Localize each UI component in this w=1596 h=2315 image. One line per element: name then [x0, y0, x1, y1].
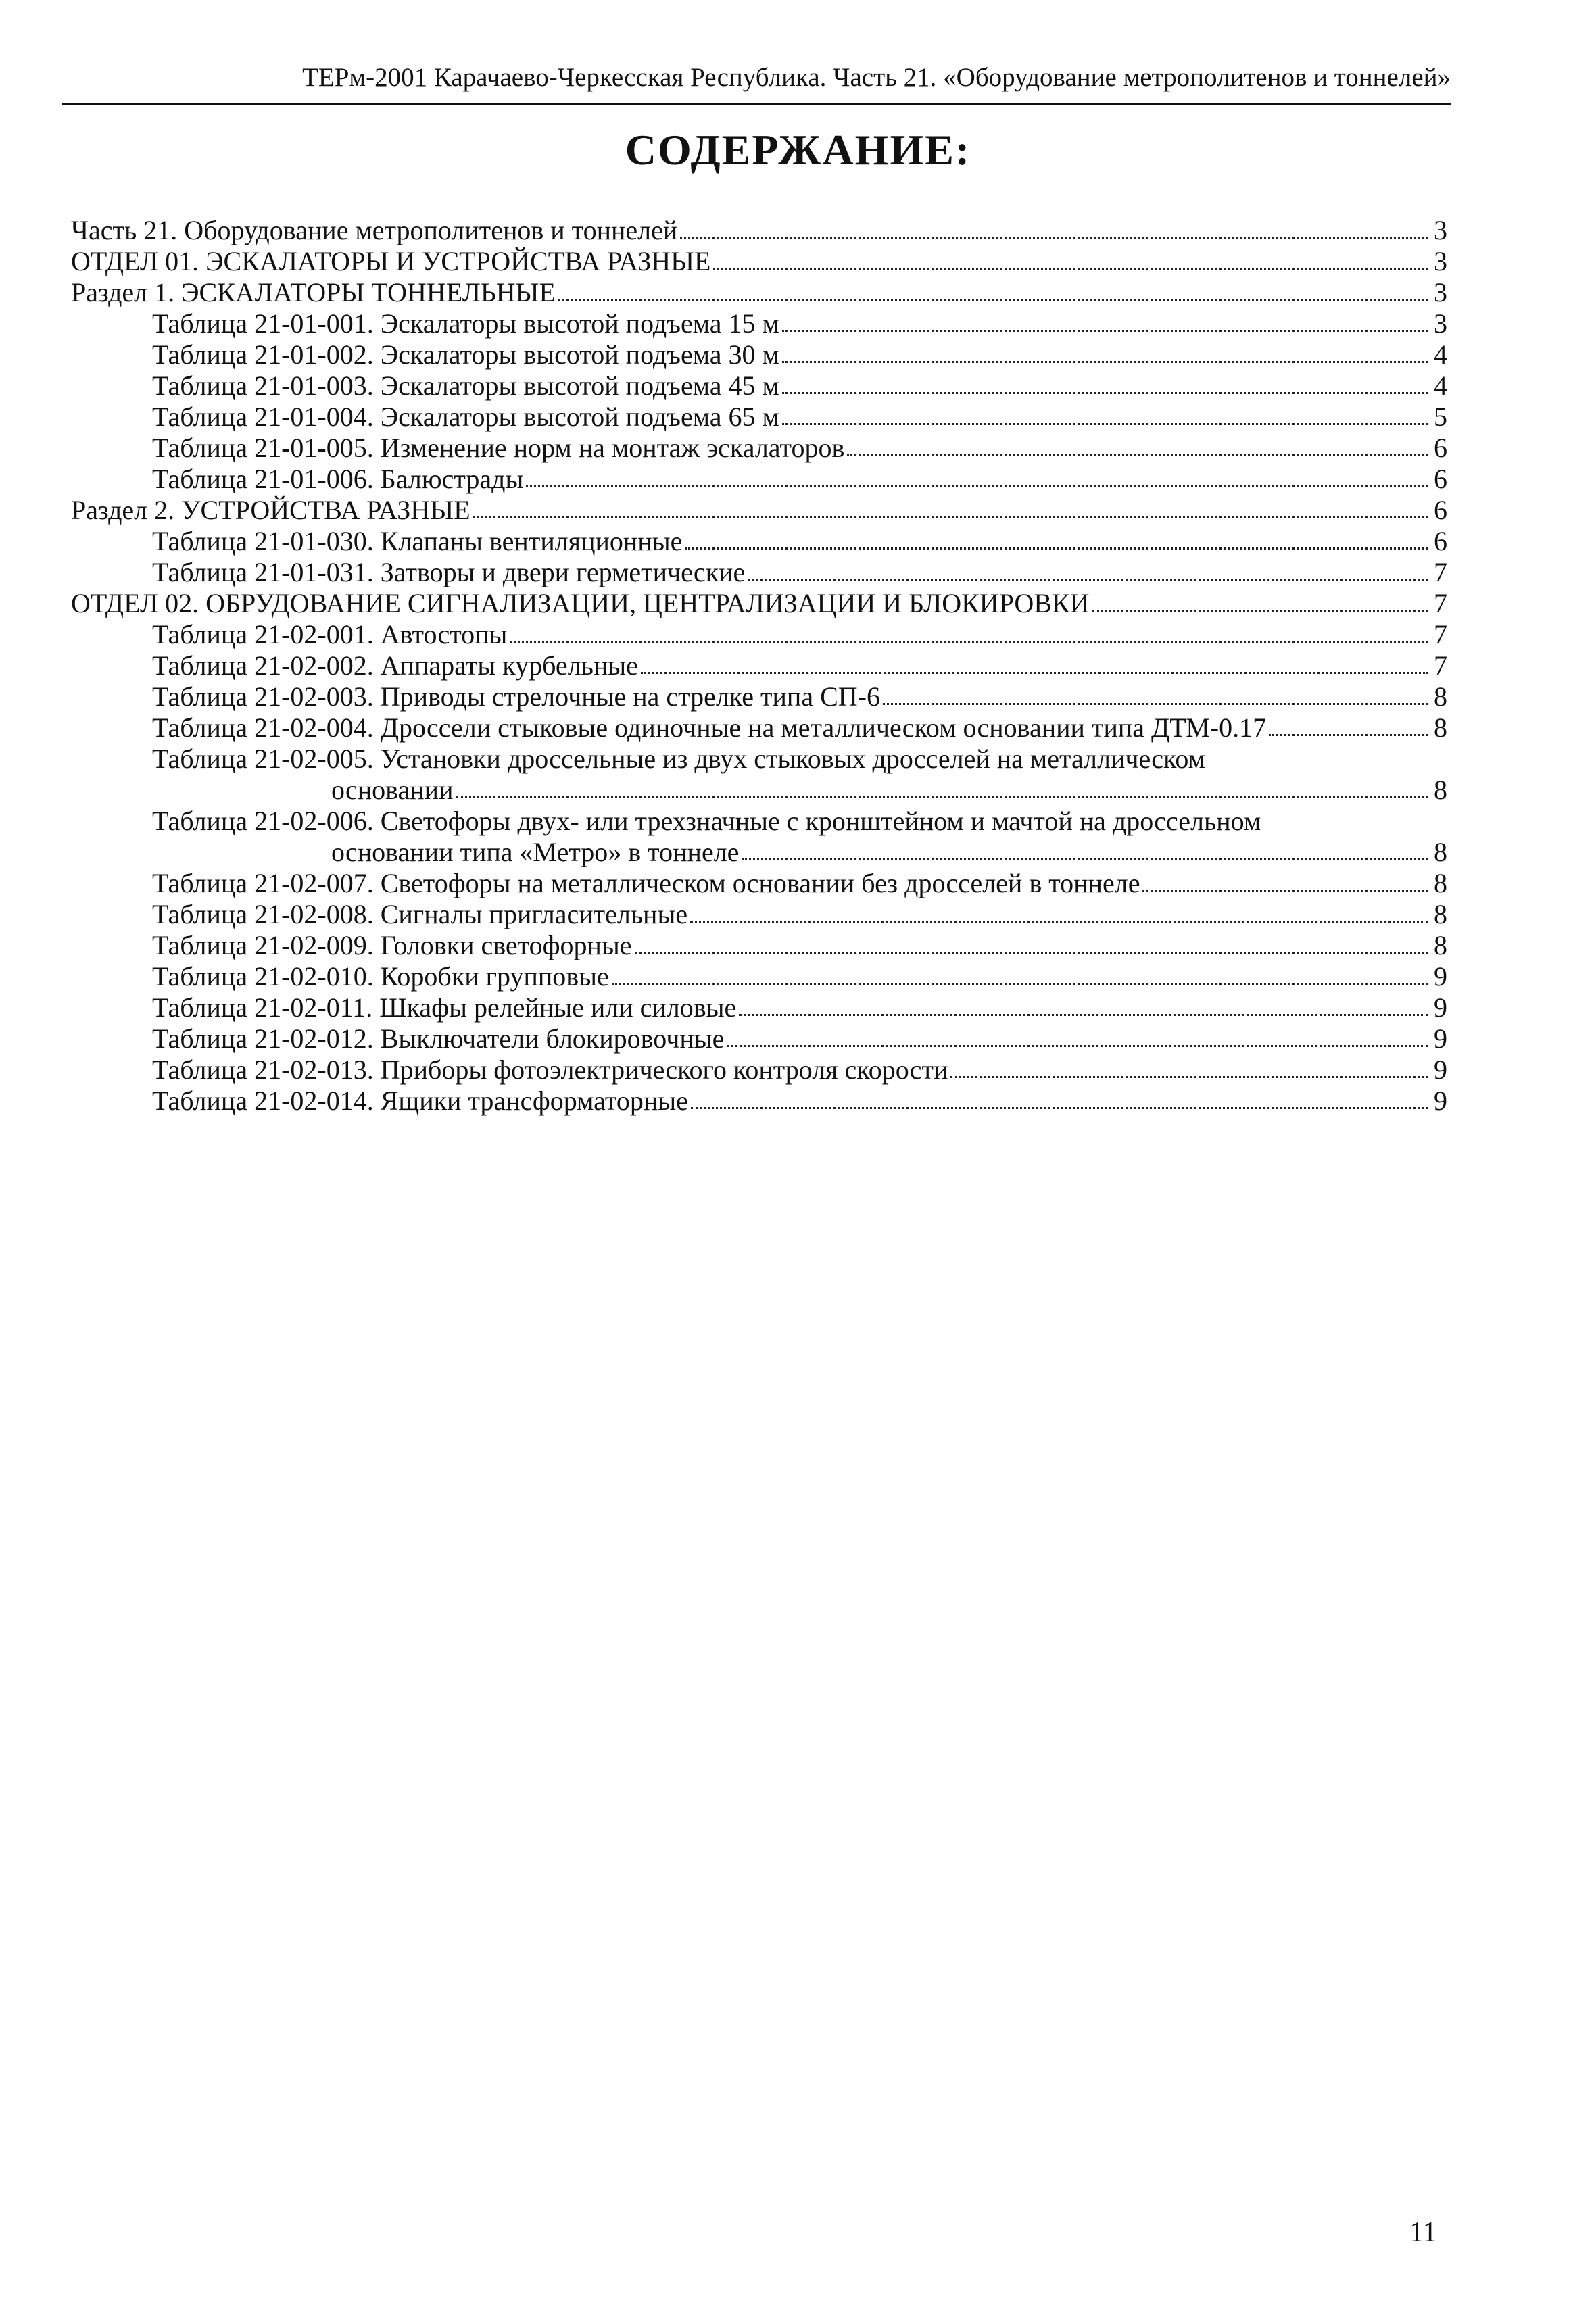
- toc-entry-table[interactable]: [71, 433, 1447, 464]
- toc-entry-page: 3: [1434, 308, 1447, 339]
- toc-dot-leader: [950, 1054, 1428, 1086]
- toc-dot-leader: [526, 464, 1428, 495]
- toc-entry-page: 8: [1434, 681, 1447, 712]
- toc-entry-label: Таблица 21-02-009. Головки светофорные: [152, 930, 632, 960]
- toc-entry-label: Таблица 21-02-004. Дроссели стыковые одиночные на металлическом основании типа ДТМ-0.17: [152, 712, 1267, 743]
- toc-entry-label: Таблица 21-02-014. Ящики трансформаторные: [152, 1086, 688, 1116]
- toc-entry-page: 6: [1434, 433, 1447, 463]
- toc-entry-page: 9: [1434, 1023, 1447, 1054]
- toc-dot-leader: [1142, 868, 1428, 899]
- toc-entry-page: 7: [1434, 588, 1447, 618]
- page-number: 11: [1409, 2217, 1437, 2248]
- toc-dot-leader: [782, 370, 1428, 401]
- toc-dot-leader: [685, 526, 1428, 557]
- toc-entry-page: 8: [1434, 899, 1447, 929]
- toc-entry-label: Таблица 21-01-004. Эскалаторы высотой подъема 65 м: [152, 401, 779, 432]
- toc-entry-label-continued: основании: [331, 775, 454, 805]
- toc-entry-page: 8: [1434, 837, 1447, 867]
- toc-dot-leader: [635, 930, 1428, 961]
- toc-dot-leader: [473, 495, 1428, 526]
- toc-entry-label: Таблица 21-02-006. Светофоры двух- или трехзначные с кронштейном и мачтой на дроссельном: [152, 806, 1261, 836]
- toc-entry-section[interactable]: [71, 277, 1447, 308]
- toc-entry-label-continued: основании типа «Метро» в тоннеле: [331, 837, 740, 867]
- toc-dot-leader: [612, 961, 1428, 992]
- toc-entry-page: 3: [1434, 246, 1447, 276]
- toc-entry-page: 3: [1434, 215, 1447, 245]
- toc-entry-label: Таблица 21-01-005. Изменение норм на монтаж эскалаторов: [152, 433, 845, 463]
- toc-entry-section[interactable]: [71, 495, 1447, 526]
- toc-entry-label: Таблица 21-01-003. Эскалаторы высотой подъема 45 м: [152, 370, 779, 401]
- toc-entry-label: Таблица 21-02-001. Автостопы: [152, 619, 508, 650]
- toc-dot-leader: [727, 1023, 1428, 1054]
- toc-dot-leader: [680, 215, 1428, 246]
- toc-entry-page: 8: [1434, 775, 1447, 805]
- toc-entry-table[interactable]: [71, 961, 1447, 992]
- toc-dot-leader: [847, 433, 1428, 464]
- toc-entry-page: 8: [1434, 868, 1447, 898]
- toc-entry-table-multiline[interactable]: [71, 806, 1447, 868]
- toc-entry-label: ОТДЕЛ 02. ОБРУДОВАНИЕ СИГНАЛИЗАЦИИ, ЦЕНТРАЛИЗАЦИИ И БЛОКИРОВКИ: [71, 588, 1090, 618]
- toc-entry-table[interactable]: [71, 930, 1447, 961]
- toc-entry-table[interactable]: [71, 681, 1447, 712]
- toc-entry-table[interactable]: [71, 650, 1447, 681]
- toc-entry-page: 7: [1434, 557, 1447, 587]
- toc-dot-leader: [1269, 712, 1428, 744]
- toc-entry-department[interactable]: [71, 246, 1447, 277]
- toc-entry-table[interactable]: [71, 370, 1447, 401]
- toc-entry-table[interactable]: [71, 339, 1447, 370]
- toc-dot-leader: [456, 775, 1429, 806]
- toc-dot-leader: [1092, 588, 1428, 619]
- toc-entry-label: Таблица 21-02-010. Коробки групповые: [152, 961, 609, 992]
- toc-dot-leader: [883, 681, 1428, 712]
- toc-dot-leader: [510, 619, 1428, 650]
- toc-entry-label: Раздел 1. ЭСКАЛАТОРЫ ТОННЕЛЬНЫЕ: [71, 277, 556, 308]
- toc-entry-label: Таблица 21-02-005. Установки дроссельные из двух стыковых дросселей на металлическом: [152, 744, 1205, 774]
- toc-entry-label: Таблица 21-02-013. Приборы фотоэлектрического контроля скорости: [152, 1054, 948, 1085]
- running-title: ТЕРм-2001 Карачаево-Черкесская Республика. Часть 21. «Оборудование метрополитенов и тоннелей»: [302, 63, 1451, 92]
- toc-entry-label: ОТДЕЛ 01. ЭСКАЛАТОРЫ И УСТРОЙСТВА РАЗНЫЕ: [71, 246, 711, 276]
- toc-dot-leader: [782, 401, 1428, 433]
- toc-entry-page: 6: [1434, 495, 1447, 525]
- toc-dot-leader: [641, 650, 1428, 681]
- toc-entry-page: 7: [1434, 650, 1447, 681]
- toc-entry-label: Таблица 21-02-011. Шкафы релейные или силовые: [152, 992, 737, 1023]
- toc-entry-table[interactable]: [71, 526, 1447, 557]
- running-header: [62, 62, 1451, 105]
- toc-dot-leader: [713, 246, 1428, 277]
- toc-entry-part[interactable]: [71, 215, 1447, 246]
- toc-entry-label: Часть 21. Оборудование метрополитенов и тоннелей: [71, 215, 678, 245]
- toc-entry-page: 7: [1434, 619, 1447, 650]
- toc-entry-table[interactable]: [71, 868, 1447, 899]
- toc-entry-label: Таблица 21-02-008. Сигналы пригласительные: [152, 899, 688, 929]
- toc-entry-table[interactable]: [71, 557, 1447, 588]
- toc-entry-label: Таблица 21-01-002. Эскалаторы высотой подъема 30 м: [152, 339, 779, 370]
- toc-entry-table[interactable]: [71, 992, 1447, 1023]
- toc-entry-page: 8: [1434, 712, 1447, 743]
- toc-entry-page: 4: [1434, 339, 1447, 370]
- toc-dot-leader: [742, 837, 1428, 868]
- toc-entry-page: 9: [1434, 1054, 1447, 1085]
- toc-dot-leader: [782, 339, 1428, 370]
- toc-entry-table[interactable]: [71, 1023, 1447, 1054]
- toc-dot-leader: [782, 308, 1428, 339]
- toc-entry-page: 3: [1434, 277, 1447, 308]
- toc-entry-label: Таблица 21-01-031. Затворы и двери герметические: [152, 557, 746, 587]
- toc-entry-page: 5: [1434, 401, 1447, 432]
- toc-entry-table-multiline[interactable]: [71, 744, 1447, 806]
- toc-dot-leader: [690, 899, 1428, 930]
- toc-entry-label: Раздел 2. УСТРОЙСТВА РАЗНЫЕ: [71, 495, 470, 525]
- toc-dot-leader: [748, 557, 1428, 588]
- toc-entry-table[interactable]: [71, 899, 1447, 930]
- toc-dot-leader: [558, 277, 1428, 308]
- toc-entry-table[interactable]: [71, 712, 1447, 744]
- toc-entry-table[interactable]: [71, 619, 1447, 650]
- toc-entry-table[interactable]: [71, 308, 1447, 339]
- toc-entry-department[interactable]: [71, 588, 1447, 619]
- toc-entry-page: 8: [1434, 930, 1447, 960]
- table-of-contents: [71, 215, 1447, 1117]
- toc-dot-leader: [691, 1086, 1428, 1117]
- toc-entry-label: Таблица 21-02-007. Светофоры на металлическом основании без дросселей в тоннеле: [152, 868, 1140, 898]
- toc-entry-page: 9: [1434, 1086, 1447, 1116]
- toc-entry-page: 4: [1434, 370, 1447, 401]
- toc-entry-label: Таблица 21-02-003. Приводы стрелочные на стрелке типа СП-6: [152, 681, 880, 712]
- toc-dot-leader: [739, 992, 1428, 1023]
- toc-entry-page: 6: [1434, 464, 1447, 494]
- toc-entry-label: Таблица 21-01-001. Эскалаторы высотой подъема 15 м: [152, 308, 779, 339]
- toc-entry-page: 9: [1434, 992, 1447, 1023]
- toc-entry-table[interactable]: [71, 464, 1447, 495]
- toc-entry-table[interactable]: [71, 1054, 1447, 1086]
- toc-entry-table[interactable]: [71, 1086, 1447, 1117]
- toc-entry-label: Таблица 21-02-002. Аппараты курбельные: [152, 650, 638, 681]
- toc-entry-label: Таблица 21-02-012. Выключатели блокировочные: [152, 1023, 725, 1054]
- toc-entry-page: 6: [1434, 526, 1447, 556]
- document-title: СОДЕРЖАНИЕ:: [625, 126, 971, 174]
- toc-entry-label: Таблица 21-01-030. Клапаны вентиляционные: [152, 526, 683, 556]
- toc-entry-label: Таблица 21-01-006. Балюстрады: [152, 464, 524, 494]
- toc-entry-table[interactable]: [71, 401, 1447, 433]
- toc-entry-page: 9: [1434, 961, 1447, 992]
